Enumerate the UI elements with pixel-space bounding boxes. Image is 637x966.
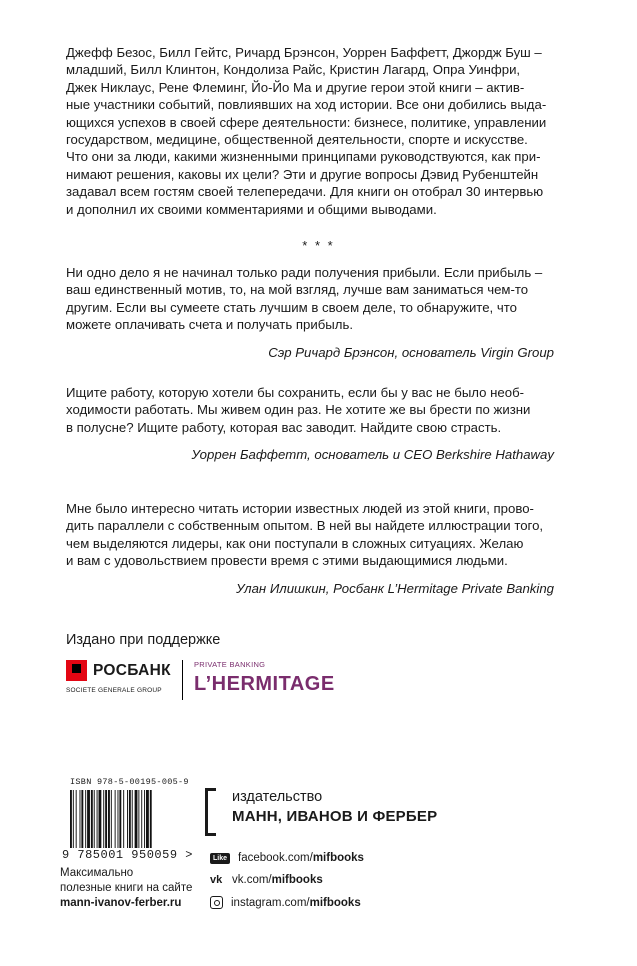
vk-icon: vk: [210, 874, 223, 886]
social-instagram[interactable]: [210, 896, 361, 909]
section-separator: * * *: [302, 238, 335, 253]
quote-line: Ни одно дело я не начинал только ради получения прибыли. Если прибыль –: [66, 265, 543, 280]
site-line: Максимально: [60, 867, 134, 879]
barcode: [68, 790, 178, 852]
site-url[interactable]: mann-ivanov-ferber.ru: [60, 897, 182, 909]
intro-line: младший, Билл Клинтон, Кондолиза Райс, Кристин Лагард, Опра Уинфри,: [66, 62, 521, 78]
social-prefix: facebook.com/: [238, 852, 313, 864]
intro-line: ные участники событий, повлиявших на ход истории. Все они добились выда-: [66, 97, 547, 113]
intro-line: Джефф Безос, Билл Гейтс, Ричард Брэнсон, Уоррен Баффетт, Джордж Буш –: [66, 45, 542, 60]
quote-line: ваш единственный мотив, то, на мой взгляд, лучше вам заниматься чем-то: [66, 282, 529, 298]
lhermitage-subtitle: PRIVATE BANKING: [194, 660, 266, 669]
social-prefix: vk.com/: [232, 874, 272, 886]
publisher-label: издательство: [232, 789, 323, 805]
intro-line: ющихся успехов в своей сфере деятельности: бизнесе, политике, управлении: [66, 114, 547, 130]
quote-line: другим. Если вы сумеете стать лучшим в своем деле, то обнаружите, что: [66, 299, 517, 315]
quote-attribution: Уоррен Баффетт, основатель и CEO Berkshire Hathaway: [191, 447, 554, 463]
intro-line: Джек Никлаус, Рене Флеминг, Йо-Йо Ма и другие герои этой книги – актив-: [66, 79, 525, 95]
quote-buffett: [66, 384, 554, 464]
intro-line: и дополнил их своими комментариями и общими выводами.: [66, 201, 437, 217]
quote-line: дить параллели с собственным опытом. В ней вы найдете иллюстрации того,: [66, 518, 544, 534]
lhermitage-logo: [194, 660, 335, 696]
quote-line: чем выделяются лидеры, как они поступали в сложных ситуациях. Желаю: [66, 535, 524, 551]
support-label: Издано при поддержке: [66, 632, 221, 648]
quote-line: ходимости работать. Мы живем один раз. Не хотите же вы брести по жизни: [66, 402, 531, 418]
instagram-icon: [210, 896, 223, 909]
quote-branson: [66, 264, 554, 361]
logo-divider: [182, 660, 183, 700]
site-promo: [60, 866, 192, 911]
barcode-digits: 9 785001 950059 >: [62, 848, 193, 862]
social-vk[interactable]: [210, 874, 323, 886]
quote-line: можете оплачивать счета и получать прибыль.: [66, 317, 353, 333]
intro-line: государством, медицине, общественной деятельности, спорте и искусстве.: [66, 132, 528, 148]
social-prefix: instagram.com/: [231, 896, 310, 909]
facebook-like-icon: Like: [210, 853, 230, 864]
quote-line: Ищите работу, которую хотели бы сохранить, если бы у вас не было необ-: [66, 385, 525, 400]
intro-paragraph: [66, 44, 554, 218]
social-handle: mifbooks: [309, 896, 361, 909]
rosbank-subtitle: SOCIETE GENERALE GROUP: [66, 687, 162, 694]
quote-line: Мне было интересно читать истории известных людей из этой книги, прово-: [66, 501, 534, 516]
isbn-label: ISBN 978-5-00195-005-9: [70, 777, 189, 787]
quote-attribution: Сэр Ричард Брэнсон, основатель Virgin Group: [268, 344, 554, 360]
publisher-bracket-icon: [205, 788, 216, 836]
lhermitage-name: L’HERMITAGE: [194, 673, 335, 695]
intro-line: Что они за люди, какими жизненными принципами руководствуются, как при-: [66, 149, 541, 165]
rosbank-square-icon: [66, 660, 87, 681]
quote-attribution: Улан Илишкин, Росбанк L’Hermitage Private Banking: [236, 580, 554, 596]
intro-line: нимают решения, каковы их цели? Эти и другие вопросы Дэвид Рубенштейн: [66, 166, 539, 182]
rosbank-logo: [66, 660, 176, 694]
quote-ilishkin: [66, 500, 554, 597]
rosbank-name: РОСБАНК: [93, 661, 171, 679]
quote-line: и вам с удовольствием провести время с этими выдающимися людьми.: [66, 553, 508, 569]
social-handle: mifbooks: [312, 852, 364, 864]
social-handle: mifbooks: [271, 874, 323, 886]
social-facebook[interactable]: [210, 852, 364, 864]
intro-line: задавал всем гостям своей телепередачи. Для книги он отобрал 30 интервью: [66, 184, 544, 200]
quote-line: в полусне? Ищите работу, которая вас заводит. Найдите свою страсть.: [66, 419, 502, 435]
publisher-name: МАНН, ИВАНОВ И ФЕРБЕР: [232, 808, 438, 825]
site-line: полезные книги на сайте: [60, 882, 193, 894]
